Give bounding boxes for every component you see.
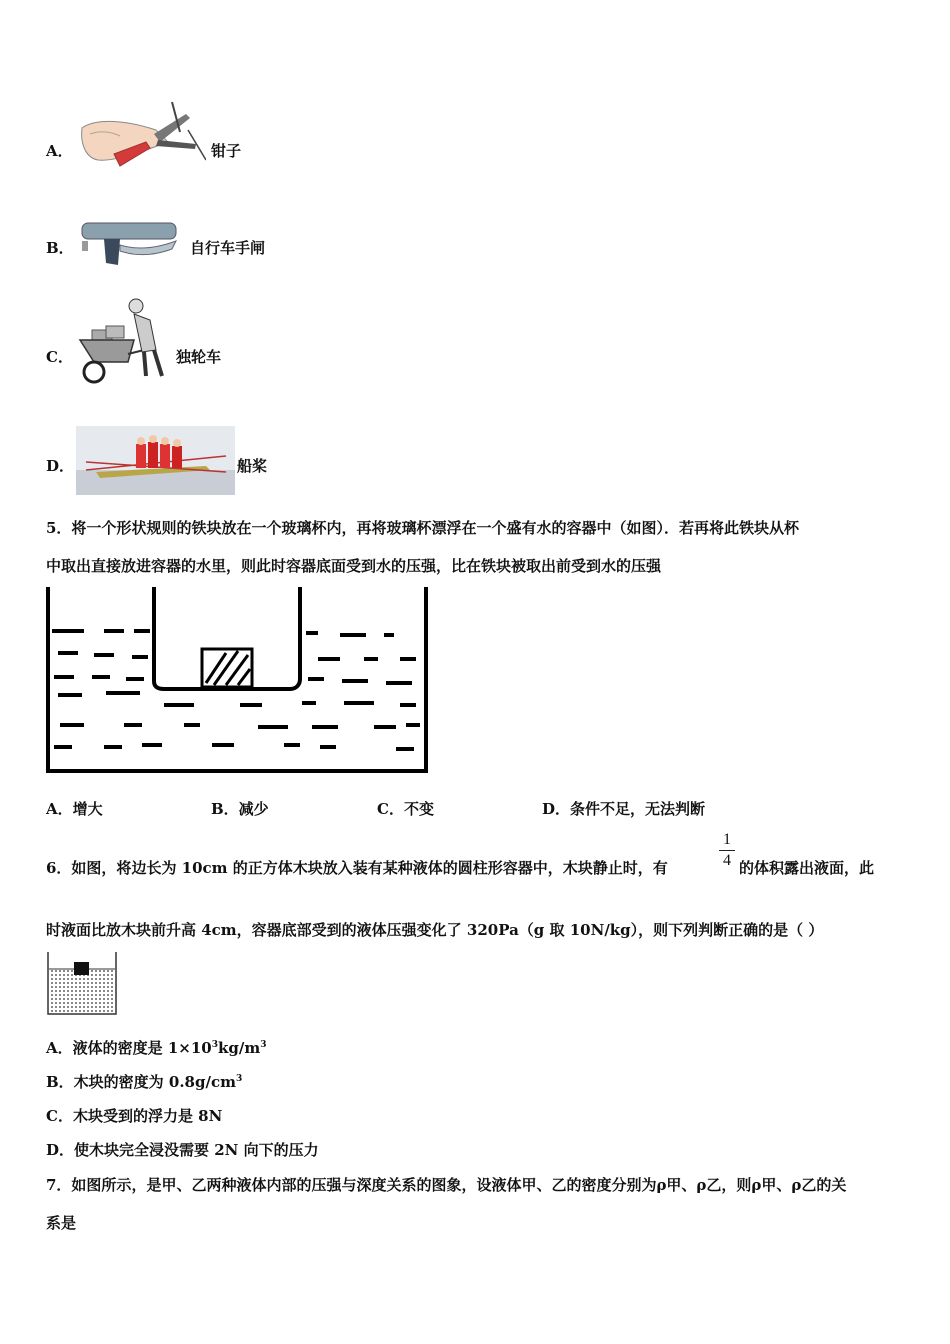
container-glass-iron-diagram (44, 585, 432, 777)
q6-fraction (719, 831, 735, 870)
q5-text-line1: 5．将一个形状规则的铁块放在一个玻璃杯内，再将玻璃杯漂浮在一个盛有水的容器中（如图）．若再将此铁块从杯 (46, 519, 799, 537)
q6-fraction-numerator: 1 (723, 831, 731, 848)
q4-option-d-letter: D． (46, 457, 75, 475)
q6-option-b: B．木块的密度为 $0.8g/cm^3$ (46, 1073, 243, 1091)
q7-text-line1: 7．如图所示，是甲、乙两种液体内部的压强与深度关系的图象，设液体甲、乙的密度分别为ρ甲、ρ乙，则ρ甲、ρ乙的关 (46, 1176, 847, 1194)
q5-option-c: C．不变 (377, 800, 434, 818)
q5-option-a: A．增大 (46, 800, 103, 818)
rowing-oar-icon (76, 426, 235, 495)
q4-option-b-letter: B． (46, 239, 74, 257)
q7-text-line2: 系是 (46, 1214, 77, 1232)
q5-option-b: B．减少 (211, 800, 269, 818)
pliers-icon (76, 100, 206, 175)
q6-option-a: A．液体的密度是 $1\times 10^3kg/m^3$ (46, 1039, 267, 1057)
q4-option-c-label: 独轮车 (176, 348, 222, 366)
wood-block-container-diagram (47, 950, 119, 1016)
q4-option-a-label: 钳子 (211, 142, 242, 160)
q5-text-line2: 中取出直接放进容器的水里，则此时容器底面受到水的压强，比在铁块被取出前受到水的压强 (46, 557, 662, 575)
q6-option-c: C．木块受到的浮力是 8N (46, 1107, 223, 1125)
q4-option-a-letter: A． (46, 142, 73, 160)
q6-option-d: D．使木块完全浸没需要 2N 向下的压力 (46, 1141, 319, 1159)
q4-option-b-label: 自行车手闸 (190, 239, 266, 257)
wheelbarrow-icon (72, 296, 172, 386)
q6-fraction-denominator: 4 (723, 852, 731, 869)
q6-text-line1-a: 6．如图，将边长为 10cm 的正方体木块放入装有某种液体的圆柱形容器中，木块静止时，有 (46, 859, 668, 877)
q6-text-line1-b: 的体积露出液面，此 (739, 859, 875, 877)
q4-option-d-label: 船桨 (237, 457, 268, 475)
q5-option-d: D．条件不足，无法判断 (542, 800, 706, 818)
q6-text-line2: 时液面比放木块前升高 4cm，容器底部受到的液体压强变化了 320Pa（g 取 10N/kg），则下列判断正确的是（ ） (46, 921, 824, 939)
q4-option-c-letter: C． (46, 348, 73, 366)
bike-brake-icon (80, 217, 180, 269)
